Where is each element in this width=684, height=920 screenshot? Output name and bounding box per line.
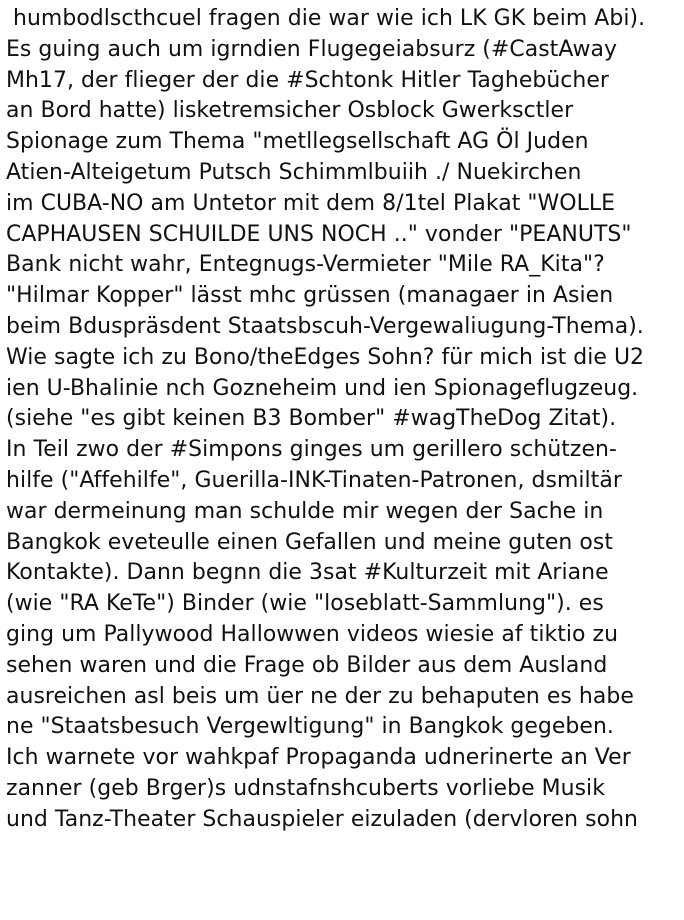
text-line: In Teil zwo der #Simpons ginges um gerillero schützen- [6, 437, 617, 463]
text-line: Bank nicht wahr, Entegnugs-Vermieter "Mile RA_Kita"? [6, 252, 605, 278]
text-line: ausreichen asl beis um üer ne der zu behaputen es habe [6, 683, 634, 709]
text-line: Es guing auch um igrndien Flugegeiabsurz (#CastAway [6, 36, 618, 62]
text-line: und Tanz-Theater Schauspieler eizuladen (dervloren sohn [6, 806, 639, 832]
text-line: Mh17, der flieger der die #Schtonk Hitler Taghebücher [6, 67, 609, 93]
text-line: im CUBA-NO am Untetor mit dem 8/1tel Plakat "WOLLE [6, 190, 616, 216]
text-line: hilfe ("Affehilfe", Guerilla-INK-Tinaten-Patronen, dsmiltär [6, 467, 622, 493]
text-line: (wie "RA KeTe") Binder (wie "loseblatt-Sammlung"). es [6, 591, 604, 617]
text-line: Ich warnete vor wahkpaf Propaganda udnerinerte an Ver [6, 745, 631, 771]
text-line: humbodlscthcuel fragen die war wie ich LK GK beim Abi). [6, 6, 646, 31]
text-line: CAPHAUSEN SCHUILDE UNS NOCH .." vonder "PEANUTS" [6, 221, 632, 247]
text-line: sehen waren und die Frage ob Bilder aus dem Ausland [6, 652, 608, 678]
text-line: beim Bduspräsdent Staatsbscuh-Vergewaliugung-Thema). [6, 313, 644, 339]
text-line: Kontakte). Dann begnn die 3sat #Kulturzeit mit Ariane [6, 560, 609, 586]
text-line: an Bord hatte) lisketremsicher Osblock Gwerksctler [6, 98, 574, 124]
text-line: ien U-Bhalinie nch Gozneheim und ien Spionageflugzeug. [6, 375, 639, 401]
text-line: ne "Staatsbesuch Vergewltigung" in Bangkok gegeben. [6, 714, 614, 740]
text-line: Spionage zum Thema "metllegsellschaft AG Öl Juden [6, 129, 589, 155]
text-line: Atien-Alteigetum Putsch Schimmlbuiih ./ Nuekirchen [6, 159, 582, 185]
text-line: Wie sagte ich zu Bono/theEdges Sohn? für mich ist die U2 [6, 344, 645, 370]
document-text [6, 4, 684, 836]
text-line: war dermeinung man schulde mir wegen der Sache in [6, 498, 604, 524]
text-line: (siehe "es gibt keinen B3 Bomber" #wagTheDog Zitat). [6, 406, 617, 432]
text-line: zanner (geb Brger)s udnstafnshcuberts vorliebe Musik [6, 775, 605, 801]
text-line: "Hilmar Kopper" lässt mhc grüssen (managaer in Asien [6, 283, 614, 309]
text-line: Bangkok eveteulle einen Gefallen und meine guten ost [6, 529, 613, 555]
text-line: ging um Pallywood Hallowwen videos wiesie af tiktio zu [6, 621, 619, 647]
